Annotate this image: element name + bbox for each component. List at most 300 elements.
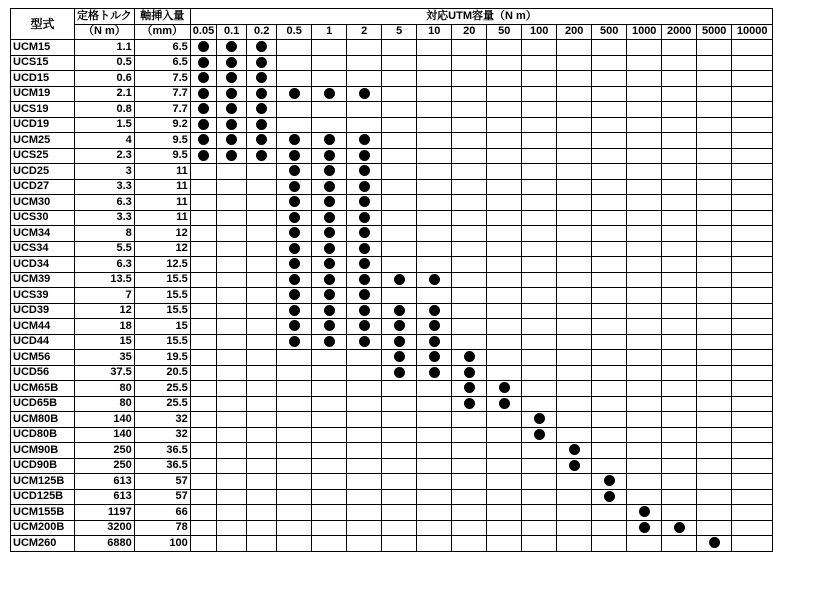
- model-cell: UCM39: [11, 272, 75, 288]
- capacity-cell: [627, 272, 662, 288]
- capacity-cell: [662, 272, 697, 288]
- compatible-dot-icon: [226, 134, 237, 145]
- torque-cell: 1.5: [75, 117, 135, 133]
- capacity-cell: [627, 474, 662, 490]
- capacity-cell: [277, 303, 312, 319]
- capacity-cell: [522, 474, 557, 490]
- model-cell: UCD19: [11, 117, 75, 133]
- capacity-cell: [487, 71, 522, 87]
- capacity-cell: [417, 71, 452, 87]
- table-row: [11, 241, 773, 257]
- capacity-cell: [662, 474, 697, 490]
- compatible-dot-icon: [226, 88, 237, 99]
- compatible-dot-icon: [359, 305, 370, 316]
- compatible-dot-icon: [324, 150, 335, 161]
- capacity-cell: [522, 117, 557, 133]
- compatible-dot-icon: [464, 398, 475, 409]
- capacity-cell: [522, 520, 557, 536]
- capacity-cell: [190, 396, 216, 412]
- model-cell: UCM65B: [11, 381, 75, 397]
- model-cell: UCM260: [11, 536, 75, 552]
- capacity-cell: [697, 412, 732, 428]
- capacity-cell: [627, 288, 662, 304]
- capacity-cell: [732, 210, 773, 226]
- capacity-cell: [557, 381, 592, 397]
- capacity-cell: [522, 427, 557, 443]
- capacity-cell: [217, 350, 247, 366]
- capacity-cell: [627, 489, 662, 505]
- capacity-cell: [697, 319, 732, 335]
- capacity-cell: [417, 179, 452, 195]
- capacity-cell: [487, 365, 522, 381]
- capacity-cell: [217, 303, 247, 319]
- table-row: [11, 474, 773, 490]
- capacity-cell: [312, 303, 347, 319]
- model-cell: UCS19: [11, 102, 75, 118]
- capacity-cell: [557, 272, 592, 288]
- torque-cell: 6.3: [75, 257, 135, 273]
- capacity-cell: [190, 412, 216, 428]
- capacity-cell: [662, 71, 697, 87]
- capacity-cell: [662, 133, 697, 149]
- capacity-cell: [662, 226, 697, 242]
- capacity-cell: [277, 55, 312, 71]
- capacity-cell: [627, 303, 662, 319]
- capacity-cell: [452, 226, 487, 242]
- capacity-cell: [217, 164, 247, 180]
- capacity-cell: [522, 272, 557, 288]
- capacity-cell: [382, 427, 417, 443]
- shaft-cell: 20.5: [134, 365, 190, 381]
- capacity-cell: [697, 272, 732, 288]
- capacity-cell: [487, 489, 522, 505]
- shaft-cell: 32: [134, 412, 190, 428]
- capacity-cell: [697, 210, 732, 226]
- capacity-cell: [452, 520, 487, 536]
- compatible-dot-icon: [324, 134, 335, 145]
- capacity-cell: [697, 179, 732, 195]
- capacity-cell: [277, 288, 312, 304]
- capacity-cell: [627, 257, 662, 273]
- model-cell: UCM155B: [11, 505, 75, 521]
- capacity-cell: [190, 458, 216, 474]
- capacity-cell: [452, 505, 487, 521]
- table-row: [11, 350, 773, 366]
- capacity-cell: [452, 412, 487, 428]
- shaft-cell: 15.5: [134, 272, 190, 288]
- capacity-cell: [247, 55, 277, 71]
- table-row: [11, 303, 773, 319]
- torque-cell: 0.8: [75, 102, 135, 118]
- capacity-cell: [190, 86, 216, 102]
- shaft-cell: 11: [134, 164, 190, 180]
- compatible-dot-icon: [289, 181, 300, 192]
- capacity-cell: [312, 288, 347, 304]
- compatible-dot-icon: [359, 181, 370, 192]
- compatible-dot-icon: [534, 429, 545, 440]
- capacity-cell: [277, 164, 312, 180]
- compatible-dot-icon: [429, 274, 440, 285]
- compatible-dot-icon: [604, 491, 615, 502]
- capacity-cell: [697, 86, 732, 102]
- capacity-cell: [347, 164, 382, 180]
- capacity-cell: [247, 241, 277, 257]
- capacity-cell: [697, 396, 732, 412]
- capacity-cell: [190, 195, 216, 211]
- capacity-cell: [592, 412, 627, 428]
- header-capacity: 20: [452, 24, 487, 40]
- capacity-cell: [312, 210, 347, 226]
- table-row: [11, 458, 773, 474]
- compatible-dot-icon: [324, 181, 335, 192]
- capacity-cell: [217, 71, 247, 87]
- capacity-cell: [452, 458, 487, 474]
- capacity-cell: [697, 195, 732, 211]
- capacity-cell: [522, 55, 557, 71]
- torque-cell: 1197: [75, 505, 135, 521]
- capacity-cell: [592, 474, 627, 490]
- capacity-cell: [417, 241, 452, 257]
- capacity-cell: [417, 133, 452, 149]
- compatible-dot-icon: [359, 196, 370, 207]
- model-cell: UCM15: [11, 40, 75, 56]
- capacity-cell: [247, 443, 277, 459]
- capacity-cell: [347, 210, 382, 226]
- capacity-cell: [312, 86, 347, 102]
- capacity-cell: [487, 412, 522, 428]
- compatible-dot-icon: [359, 88, 370, 99]
- capacity-cell: [627, 210, 662, 226]
- torque-cell: 250: [75, 443, 135, 459]
- capacity-cell: [452, 443, 487, 459]
- capacity-cell: [487, 148, 522, 164]
- capacity-cell: [347, 396, 382, 412]
- capacity-cell: [697, 226, 732, 242]
- capacity-cell: [732, 427, 773, 443]
- capacity-cell: [662, 148, 697, 164]
- capacity-cell: [217, 396, 247, 412]
- compatible-dot-icon: [429, 351, 440, 362]
- header-capacity: 10: [417, 24, 452, 40]
- capacity-cell: [417, 412, 452, 428]
- header-row-1: [11, 9, 773, 25]
- model-cell: UCD65B: [11, 396, 75, 412]
- capacity-cell: [417, 505, 452, 521]
- shaft-cell: 11: [134, 210, 190, 226]
- capacity-cell: [487, 117, 522, 133]
- capacity-cell: [452, 474, 487, 490]
- capacity-cell: [557, 396, 592, 412]
- capacity-cell: [522, 334, 557, 350]
- capacity-cell: [592, 210, 627, 226]
- table-row: [11, 179, 773, 195]
- capacity-cell: [662, 210, 697, 226]
- compatible-dot-icon: [324, 196, 335, 207]
- compatible-dot-icon: [324, 165, 335, 176]
- torque-cell: 6.3: [75, 195, 135, 211]
- table-row: [11, 443, 773, 459]
- capacity-cell: [627, 505, 662, 521]
- table-row: [11, 117, 773, 133]
- capacity-cell: [697, 133, 732, 149]
- capacity-cell: [697, 288, 732, 304]
- capacity-cell: [190, 226, 216, 242]
- capacity-cell: [347, 365, 382, 381]
- torque-cell: 35: [75, 350, 135, 366]
- capacity-cell: [557, 102, 592, 118]
- capacity-cell: [732, 133, 773, 149]
- compatible-dot-icon: [198, 134, 209, 145]
- capacity-cell: [557, 71, 592, 87]
- capacity-cell: [417, 257, 452, 273]
- capacity-cell: [190, 272, 216, 288]
- compatible-dot-icon: [226, 57, 237, 68]
- capacity-cell: [347, 288, 382, 304]
- shaft-cell: 15.5: [134, 334, 190, 350]
- capacity-cell: [247, 396, 277, 412]
- capacity-cell: [417, 272, 452, 288]
- capacity-cell: [627, 443, 662, 459]
- capacity-cell: [522, 195, 557, 211]
- capacity-cell: [557, 86, 592, 102]
- capacity-cell: [347, 86, 382, 102]
- capacity-cell: [452, 102, 487, 118]
- capacity-cell: [592, 272, 627, 288]
- compatible-dot-icon: [324, 243, 335, 254]
- capacity-cell: [382, 148, 417, 164]
- capacity-cell: [557, 520, 592, 536]
- capacity-cell: [312, 272, 347, 288]
- capacity-cell: [190, 241, 216, 257]
- capacity-cell: [217, 520, 247, 536]
- capacity-cell: [247, 148, 277, 164]
- shaft-cell: 7.7: [134, 86, 190, 102]
- compatible-dot-icon: [256, 150, 267, 161]
- table-row: [11, 334, 773, 350]
- capacity-cell: [557, 210, 592, 226]
- capacity-cell: [247, 257, 277, 273]
- capacity-cell: [592, 334, 627, 350]
- shaft-cell: 9.2: [134, 117, 190, 133]
- compatible-dot-icon: [359, 289, 370, 300]
- compatible-dot-icon: [359, 227, 370, 238]
- capacity-cell: [662, 257, 697, 273]
- torque-cell: 140: [75, 412, 135, 428]
- capacity-cell: [347, 536, 382, 552]
- capacity-cell: [347, 241, 382, 257]
- capacity-cell: [522, 86, 557, 102]
- capacity-cell: [417, 350, 452, 366]
- capacity-cell: [732, 350, 773, 366]
- header-capacity: 50: [487, 24, 522, 40]
- capacity-cell: [312, 427, 347, 443]
- torque-cell: 613: [75, 489, 135, 505]
- capacity-cell: [522, 303, 557, 319]
- capacity-cell: [217, 148, 247, 164]
- capacity-cell: [217, 505, 247, 521]
- capacity-cell: [312, 505, 347, 521]
- shaft-cell: 6.5: [134, 55, 190, 71]
- capacity-cell: [557, 40, 592, 56]
- shaft-cell: 57: [134, 474, 190, 490]
- capacity-cell: [247, 226, 277, 242]
- capacity-cell: [190, 303, 216, 319]
- capacity-cell: [190, 350, 216, 366]
- compatible-dot-icon: [289, 196, 300, 207]
- capacity-cell: [662, 164, 697, 180]
- capacity-cell: [417, 489, 452, 505]
- compatible-dot-icon: [256, 103, 267, 114]
- capacity-cell: [452, 133, 487, 149]
- capacity-cell: [190, 210, 216, 226]
- compatible-dot-icon: [359, 134, 370, 145]
- header-capacity: 0.05: [190, 24, 216, 40]
- capacity-cell: [452, 210, 487, 226]
- capacity-cell: [522, 40, 557, 56]
- torque-cell: 18: [75, 319, 135, 335]
- capacity-cell: [347, 350, 382, 366]
- capacity-cell: [247, 71, 277, 87]
- compatible-dot-icon: [198, 103, 209, 114]
- capacity-cell: [347, 520, 382, 536]
- capacity-cell: [190, 117, 216, 133]
- capacity-cell: [697, 427, 732, 443]
- capacity-cell: [382, 319, 417, 335]
- capacity-cell: [190, 334, 216, 350]
- torque-cell: 13.5: [75, 272, 135, 288]
- capacity-cell: [217, 474, 247, 490]
- capacity-cell: [417, 210, 452, 226]
- capacity-cell: [217, 241, 247, 257]
- shaft-cell: 25.5: [134, 396, 190, 412]
- capacity-cell: [382, 241, 417, 257]
- capacity-cell: [522, 536, 557, 552]
- torque-cell: 4: [75, 133, 135, 149]
- capacity-cell: [487, 210, 522, 226]
- capacity-cell: [190, 148, 216, 164]
- capacity-cell: [732, 412, 773, 428]
- capacity-cell: [247, 474, 277, 490]
- model-cell: UCD34: [11, 257, 75, 273]
- capacity-cell: [382, 102, 417, 118]
- capacity-cell: [557, 303, 592, 319]
- capacity-cell: [487, 520, 522, 536]
- capacity-cell: [417, 381, 452, 397]
- capacity-cell: [522, 164, 557, 180]
- model-cell: UCM44: [11, 319, 75, 335]
- capacity-cell: [732, 396, 773, 412]
- capacity-cell: [417, 303, 452, 319]
- compatible-dot-icon: [639, 522, 650, 533]
- capacity-cell: [312, 179, 347, 195]
- capacity-cell: [732, 164, 773, 180]
- capacity-cell: [732, 179, 773, 195]
- capacity-cell: [522, 489, 557, 505]
- capacity-cell: [487, 443, 522, 459]
- capacity-cell: [312, 40, 347, 56]
- model-cell: UCD27: [11, 179, 75, 195]
- model-cell: UCM56: [11, 350, 75, 366]
- header-capacity: 0.5: [277, 24, 312, 40]
- capacity-cell: [452, 427, 487, 443]
- capacity-cell: [627, 458, 662, 474]
- capacity-cell: [382, 396, 417, 412]
- compatible-dot-icon: [226, 72, 237, 83]
- capacity-cell: [697, 303, 732, 319]
- shaft-cell: 15.5: [134, 288, 190, 304]
- capacity-cell: [382, 86, 417, 102]
- capacity-cell: [277, 319, 312, 335]
- capacity-cell: [697, 40, 732, 56]
- capacity-cell: [190, 164, 216, 180]
- capacity-cell: [382, 210, 417, 226]
- capacity-cell: [190, 55, 216, 71]
- capacity-cell: [382, 520, 417, 536]
- capacity-cell: [522, 396, 557, 412]
- capacity-cell: [312, 489, 347, 505]
- header-capacity: 100: [522, 24, 557, 40]
- compatible-dot-icon: [429, 367, 440, 378]
- capacity-cell: [487, 319, 522, 335]
- table-row: [11, 536, 773, 552]
- capacity-cell: [732, 71, 773, 87]
- table-row: [11, 86, 773, 102]
- capacity-cell: [247, 303, 277, 319]
- capacity-cell: [417, 55, 452, 71]
- capacity-cell: [312, 443, 347, 459]
- capacity-cell: [627, 133, 662, 149]
- capacity-cell: [732, 86, 773, 102]
- torque-cell: 250: [75, 458, 135, 474]
- capacity-cell: [382, 133, 417, 149]
- capacity-cell: [312, 350, 347, 366]
- shaft-cell: 15: [134, 319, 190, 335]
- torque-cell: 3.3: [75, 210, 135, 226]
- capacity-cell: [487, 164, 522, 180]
- capacity-cell: [592, 303, 627, 319]
- capacity-cell: [522, 412, 557, 428]
- capacity-cell: [592, 164, 627, 180]
- capacity-cell: [522, 319, 557, 335]
- compatible-dot-icon: [256, 134, 267, 145]
- table-row: [11, 102, 773, 118]
- capacity-cell: [312, 412, 347, 428]
- shaft-cell: 7.7: [134, 102, 190, 118]
- compatible-dot-icon: [289, 165, 300, 176]
- capacity-cell: [697, 458, 732, 474]
- compatible-dot-icon: [534, 413, 545, 424]
- table-row: [11, 412, 773, 428]
- capacity-cell: [452, 365, 487, 381]
- compatible-dot-icon: [198, 57, 209, 68]
- capacity-cell: [627, 365, 662, 381]
- model-cell: UCM125B: [11, 474, 75, 490]
- table-row: [11, 71, 773, 87]
- capacity-cell: [217, 55, 247, 71]
- capacity-cell: [277, 489, 312, 505]
- capacity-cell: [592, 381, 627, 397]
- capacity-cell: [190, 489, 216, 505]
- capacity-cell: [190, 505, 216, 521]
- model-cell: UCM30: [11, 195, 75, 211]
- capacity-cell: [487, 241, 522, 257]
- capacity-cell: [662, 381, 697, 397]
- model-cell: UCD90B: [11, 458, 75, 474]
- compatible-dot-icon: [289, 336, 300, 347]
- capacity-cell: [592, 71, 627, 87]
- capacity-cell: [417, 474, 452, 490]
- capacity-cell: [732, 536, 773, 552]
